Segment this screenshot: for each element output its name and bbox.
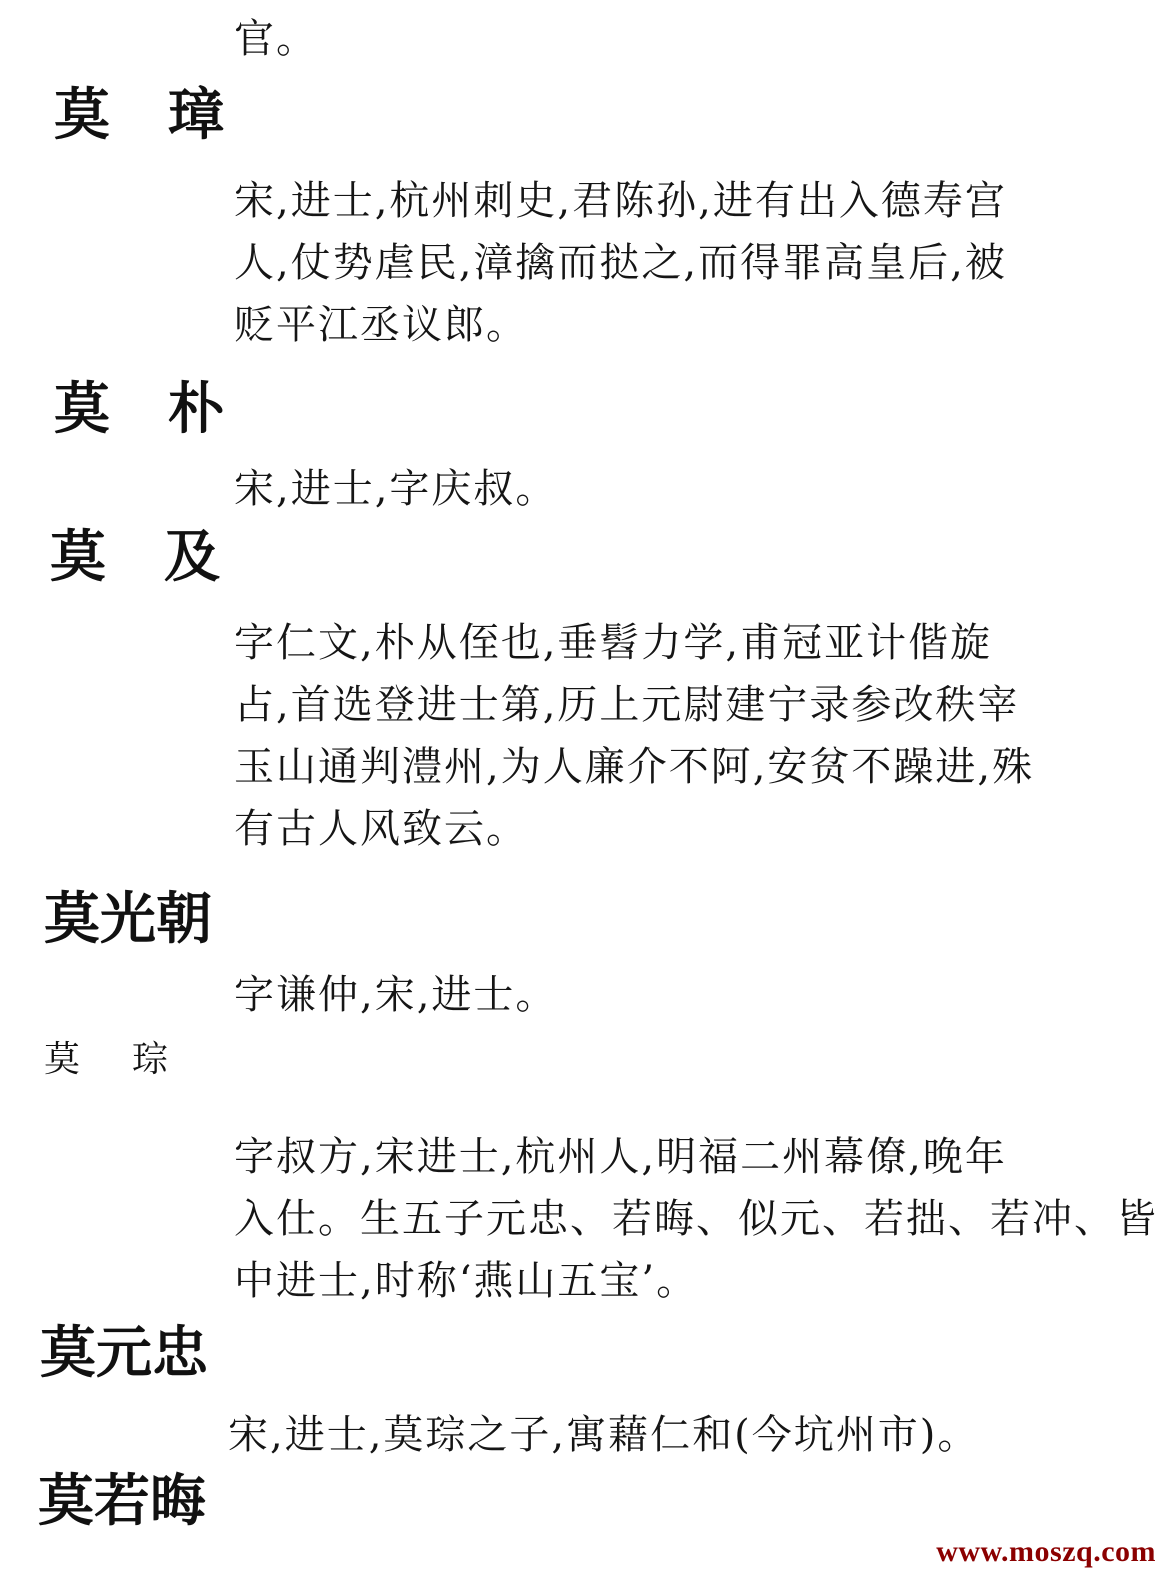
text-line: 中进士,时称‘燕山五宝’。: [234, 1258, 699, 1304]
name-char: 莫: [54, 83, 110, 148]
name-char: 莫: [44, 1039, 81, 1080]
entry-body-mo-ji: [234, 612, 1154, 860]
text-line: 占,首选登进士第,历上元尉建宁录参改秩宰: [234, 682, 1020, 728]
entry-body-mo-guangchao: [234, 964, 1154, 1026]
text-line: 宋,进士,莫琮之子,寓藉仁和(今坑州市)。: [228, 1412, 980, 1458]
entry-body-mo-zhang: [234, 170, 1154, 356]
entry-body-mo-yuanzhong: [228, 1404, 1148, 1466]
entry-name-mo-ji: [50, 526, 220, 590]
entry-body-mo-cong: [234, 1126, 1158, 1312]
name-char: 璋: [168, 83, 224, 148]
text-line: 宋,进士,杭州刺史,君陈孙,进有出入德寿宫: [234, 178, 1007, 224]
text-line: 玉山通判澧州,为人廉介不阿,安贫不躁进,殊: [234, 744, 1035, 790]
entry-name-mo-yuanzhong: 莫元忠: [40, 1321, 208, 1386]
entry-name-mo-zhang: [54, 84, 224, 148]
text-line: 入仕。生五子元忠、若晦、似元、若拙、若冲、皆: [234, 1196, 1158, 1242]
text-line: 有古人风致云。: [234, 806, 528, 852]
text-line: 官。: [234, 16, 318, 62]
text-line: 字谦仲,宋,进士。: [234, 972, 558, 1018]
text-line: 宋,进士,字庆叔。: [234, 466, 558, 512]
text-line: 字仁文,朴从侄也,垂髫力学,甫冠亚计偕旋: [234, 620, 993, 666]
name-char: 朴: [168, 377, 224, 442]
name-char: 莫: [54, 377, 110, 442]
entry-body-mo-pu: [234, 458, 1154, 520]
text-line: 字叔方,宋进士,杭州人,明福二州幕僚,晚年: [234, 1134, 1007, 1180]
text-line: 贬平江丞议郎。: [234, 302, 528, 348]
entry-name-mo-ruohui: 莫若晦: [38, 1469, 206, 1534]
text-line: 人,仗势虐民,漳擒而挞之,而得罪高皇后,被: [234, 240, 1007, 286]
entry-name-mo-guangchao: 莫光朝: [44, 887, 212, 952]
name-char: 琮: [132, 1039, 169, 1080]
site-watermark: www.moszq.com: [936, 1535, 1156, 1568]
continuation-text: [234, 8, 1154, 70]
entry-name-mo-cong: [44, 1038, 168, 1082]
name-char: 莫: [50, 525, 106, 590]
entry-name-mo-pu: [54, 378, 224, 442]
name-char: 及: [164, 525, 220, 590]
